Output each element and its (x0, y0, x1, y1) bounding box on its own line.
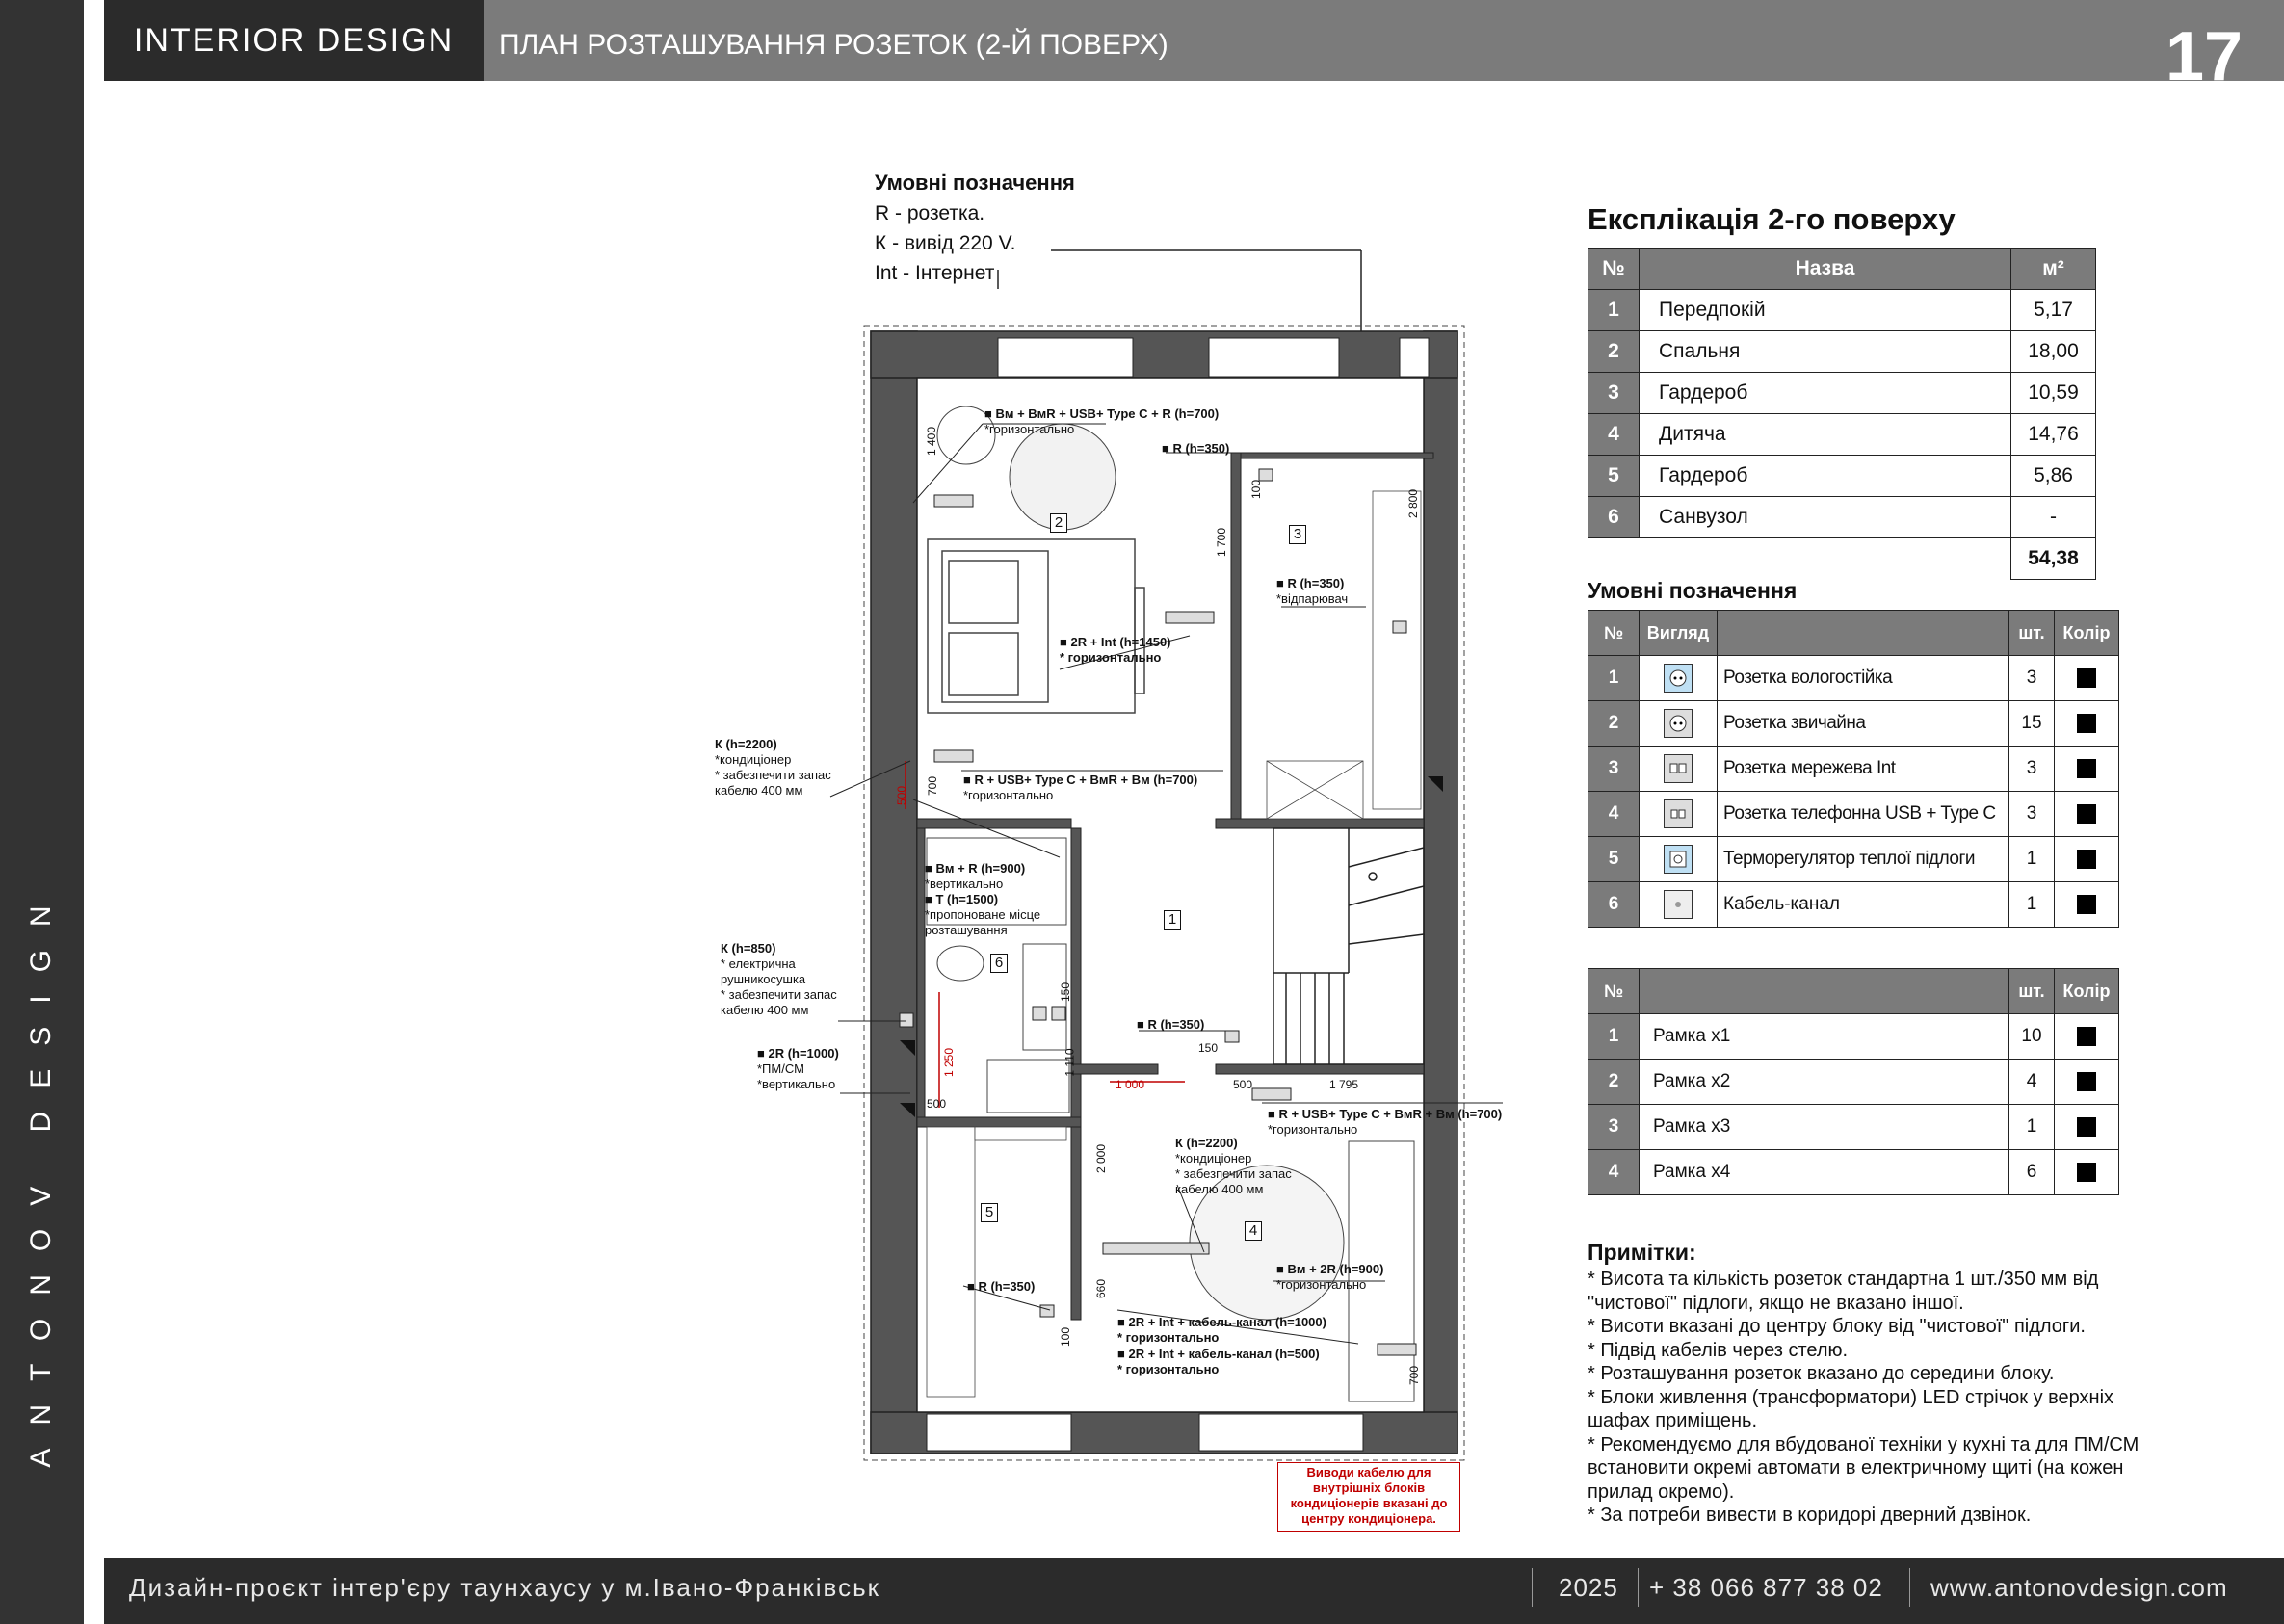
dimension: 2 000 (1094, 1143, 1109, 1174)
table-row (1588, 1150, 2119, 1195)
moisture-socket-icon (1664, 664, 1693, 693)
dimension: 700 (1407, 1365, 1422, 1386)
table-row (1588, 414, 2096, 456)
socket-label: ■ R + USB+ Type C + ВмR + Вм (h=700) (1268, 1107, 1503, 1121)
room-number: 6 (990, 954, 1008, 973)
footer-phone: + 38 066 877 38 02 (1649, 1573, 1883, 1602)
thermostat-icon (1664, 845, 1693, 874)
table-row (1588, 701, 2119, 747)
explication-table (1588, 248, 2096, 580)
dimension: 1 000 (1116, 1078, 1145, 1091)
color-swatch (2077, 1163, 2096, 1182)
socket-label-note: *горизонтально (1276, 1277, 1367, 1292)
note-line: встановити окремі автомати в електричному щиті (на кожен (1588, 1457, 2124, 1479)
row-no: 2 (1588, 1060, 1640, 1105)
room-number: 1 (1164, 910, 1181, 930)
room-number: 2 (1050, 513, 1067, 533)
table-row (1588, 656, 2119, 701)
table-row (1588, 837, 2119, 882)
table-row (1588, 1105, 2119, 1150)
table-row (1588, 456, 2096, 497)
legend-qty: 1 (2009, 837, 2055, 882)
socket-label: ■ Вм + 2R (h=900) (1276, 1262, 1384, 1276)
page-number: 17 (2166, 18, 2244, 95)
col-header: № (1588, 611, 1640, 656)
plan-legend-line: Int - Інтернет (875, 262, 995, 284)
legend-qty: 3 (2009, 792, 2055, 837)
note-line: "чистової" підлоги, якщо не вказано іншої. (1588, 1292, 1964, 1314)
socket-label-note: *ПМ/СМ (757, 1061, 804, 1076)
footer-divider (1909, 1568, 1910, 1607)
room-area: 18,00 (2011, 331, 2096, 373)
dimension: 2 800 (1406, 488, 1421, 519)
sidebar-brand: ANTONOV DESIGN (25, 882, 57, 1468)
dimension: 100 (1059, 1326, 1073, 1348)
note-line: * За потреби вивести в коридорі дверний дзвінок. (1588, 1505, 2032, 1526)
legend-name: Розетка телефонна USB + Type C (1718, 792, 2009, 837)
color-swatch (2077, 759, 2096, 778)
col-header: № (1588, 249, 1640, 290)
socket-label-note: *горизонтально (963, 788, 1054, 802)
socket-label-note: * горизонтально (1117, 1330, 1220, 1345)
col-header (1718, 611, 2009, 656)
socket-label: ■ 2R + Int (h=1450) (1060, 635, 1171, 649)
room-name: Передпокій (1640, 290, 2011, 331)
col-header: Колір (2055, 969, 2119, 1014)
frames-table (1588, 968, 2119, 1195)
legend-leaders (998, 250, 1361, 332)
row-no: 3 (1588, 1105, 1640, 1150)
room-name: Дитяча (1640, 414, 2011, 456)
row-no: 1 (1588, 656, 1640, 701)
note-line: * Рекомендуємо для вбудованої техніки у кухні та для ПМ/СМ (1588, 1433, 2140, 1455)
note-line: * Розташування розеток вказано до середини блоку. (1588, 1363, 2055, 1384)
table-row (1588, 290, 2096, 331)
row-no: 4 (1588, 1150, 1640, 1195)
col-header: № (1588, 969, 1640, 1014)
room-area: 5,86 (2011, 456, 2096, 497)
row-no: 4 (1588, 792, 1640, 837)
room-name: Гардероб (1640, 373, 2011, 414)
frame-qty: 4 (2009, 1060, 2055, 1105)
dimension: 150 (1198, 1041, 1219, 1055)
outlet-label-note: * електрична (721, 956, 796, 971)
color-swatch (2077, 804, 2096, 824)
socket-label: ■ R (h=350) (967, 1279, 1036, 1294)
socket-label: ■ 2R (h=1000) (757, 1046, 839, 1061)
socket-label: ■ R + USB+ Type C + ВмR + Вм (h=700) (963, 773, 1198, 787)
table-row (1588, 792, 2119, 837)
socket-label-note: *відпарювач (1276, 591, 1349, 606)
legend-name: Кабель-канал (1718, 882, 2009, 928)
total-row (1588, 538, 2096, 580)
footer-project: Дизайн-проєкт інтер'єру таунхаусу у м.Івано-Франківськ (129, 1573, 881, 1602)
table-row (1588, 373, 2096, 414)
dimension: 1 250 (942, 1047, 957, 1078)
dimension: 660 (1094, 1278, 1109, 1299)
notes-title: Примітки: (1588, 1240, 1696, 1265)
socket-label-note: розташування (925, 923, 1008, 937)
color-swatch (2077, 1072, 2096, 1091)
socket-label-note: *пропоноване місце (925, 907, 1041, 922)
socket-label-note: *вертикально (757, 1077, 836, 1091)
outlet-label-note: кабелю 400 мм (1175, 1182, 1264, 1196)
legend-table (1588, 610, 2119, 928)
room-name: Гардероб (1640, 456, 2011, 497)
outlet-label-note: кабелю 400 мм (715, 783, 803, 798)
socket-label-note: *вертикально (925, 877, 1004, 891)
color-swatch (2077, 668, 2096, 688)
room-area: 14,76 (2011, 414, 2096, 456)
color-swatch (2077, 895, 2096, 914)
col-header (1640, 969, 2009, 1014)
dimension: 500 (927, 1097, 947, 1111)
room-number: 4 (1245, 1221, 1262, 1241)
table-row (1588, 497, 2096, 538)
frame-qty: 10 (2009, 1014, 2055, 1060)
socket-label-note: * горизонтально (1117, 1362, 1220, 1376)
color-swatch (2077, 1027, 2096, 1046)
notes-body (1588, 1268, 2139, 1528)
frame-qty: 6 (2009, 1150, 2055, 1195)
footer-divider (1532, 1568, 1533, 1607)
dimension: 500 (1233, 1078, 1253, 1091)
room-number: 5 (981, 1203, 998, 1222)
row-no: 1 (1588, 1014, 1640, 1060)
note-line: шафах приміщень. (1588, 1410, 1757, 1431)
socket-label-note: * горизонтально (1060, 650, 1162, 665)
table-row (1588, 1014, 2119, 1060)
cable-channel-icon (1664, 890, 1693, 919)
usb-socket-icon (1664, 799, 1693, 828)
table-row (1588, 1060, 2119, 1105)
col-header: Назва (1640, 249, 2011, 290)
legend-name: Розетка мережева Int (1718, 747, 2009, 792)
note-line: * Підвід кабелів через стелю. (1588, 1339, 1849, 1361)
outlet-label: К (h=2200) (715, 737, 777, 751)
outlet-label: К (h=850) (721, 941, 776, 956)
dimension: 1 110 (1063, 1048, 1077, 1077)
room-area: - (2011, 497, 2096, 538)
legend-name: Розетка вологостійка (1718, 656, 2009, 701)
socket-label: ■ Вм + R (h=900) (925, 861, 1026, 876)
plan-legend-line: R - розетка. (875, 202, 985, 224)
frame-name: Рамка х3 (1640, 1105, 2009, 1150)
row-no: 4 (1588, 414, 1640, 456)
table-row (1588, 331, 2096, 373)
outlet-label-note: *кондиціонер (715, 752, 792, 767)
plan-legend-title: Умовні позначення (875, 170, 1075, 195)
col-header: Вигляд (1640, 611, 1718, 656)
row-no: 5 (1588, 837, 1640, 882)
outlet-label-note: *кондиціонер (1175, 1151, 1252, 1166)
note-line: * Висоти вказані до центру блоку від "чистової" підлоги. (1588, 1316, 2086, 1337)
row-no: 3 (1588, 747, 1640, 792)
socket-label: ■ Вм + ВмR + USB+ Type C + R (h=700) (984, 406, 1220, 421)
note-line: * Висота та кількість розеток стандартна 1 шт./350 мм від (1588, 1269, 2099, 1290)
outlet-label: К (h=2200) (1175, 1136, 1238, 1150)
legend-name: Терморегулятор теплої підлоги (1718, 837, 2009, 882)
dimension: 150 (1059, 982, 1073, 1003)
explication-title: Експлікація 2-го поверху (1588, 202, 1956, 236)
color-swatch (2077, 850, 2096, 869)
dimension: 1 795 (1329, 1078, 1359, 1091)
outlet-label-note: * забезпечити запас (721, 987, 837, 1002)
outlet-label-note: * забезпечити запас (1175, 1166, 1292, 1181)
color-swatch (2077, 1117, 2096, 1137)
legend-qty: 3 (2009, 656, 2055, 701)
row-no: 3 (1588, 373, 1640, 414)
note-line: * Блоки живлення (трансформатори) LED стрічок у верхніх (1588, 1386, 2114, 1408)
note-line: прилад окремо). (1588, 1480, 1735, 1503)
socket-label: ■ Т (h=1500) (925, 892, 999, 906)
total-area: 54,38 (2011, 538, 2096, 580)
col-header: шт. (2009, 611, 2055, 656)
col-header: Колір (2055, 611, 2119, 656)
outlet-label-note: кабелю 400 мм (721, 1003, 809, 1017)
socket-label: ■ 2R + Int + кабель-канал (h=500) (1117, 1347, 1320, 1361)
legend-qty: 15 (2009, 701, 2055, 747)
legend-qty: 1 (2009, 882, 2055, 928)
room-name: Спальня (1640, 331, 2011, 373)
row-no: 2 (1588, 701, 1640, 747)
header-section: INTERIOR DESIGN (104, 0, 484, 81)
socket-label: ■ R (h=350) (1162, 441, 1230, 456)
socket-label-note: *горизонтально (1268, 1122, 1358, 1137)
row-no: 1 (1588, 290, 1640, 331)
table-row (1588, 882, 2119, 928)
footer-year: 2025 (1559, 1573, 1618, 1602)
socket-label: ■ R (h=350) (1276, 576, 1345, 590)
frame-name: Рамка х1 (1640, 1014, 2009, 1060)
dimension: 700 (926, 775, 940, 797)
frame-qty: 1 (2009, 1105, 2055, 1150)
col-header: шт. (2009, 969, 2055, 1014)
plan-legend-line: К - вивід 220 V. (875, 232, 1016, 254)
col-header: м² (2011, 249, 2096, 290)
dimension: 500 (895, 785, 909, 806)
frame-name: Рамка х4 (1640, 1150, 2009, 1195)
legend-title: Умовні позначення (1588, 578, 1798, 603)
color-swatch (2077, 714, 2096, 733)
legend-qty: 3 (2009, 747, 2055, 792)
network-socket-icon (1664, 754, 1693, 783)
dimension: 1 700 (1215, 527, 1229, 558)
room-number: 3 (1289, 525, 1306, 544)
ac-note: Виводи кабелю для внутрішніх блоків кондиціонерів вказані до центру кондиціонера. (1277, 1462, 1460, 1532)
row-no: 6 (1588, 497, 1640, 538)
room-name: Санвузол (1640, 497, 2011, 538)
frame-name: Рамка х2 (1640, 1060, 2009, 1105)
row-no: 5 (1588, 456, 1640, 497)
legend-name: Розетка звичайна (1718, 701, 2009, 747)
room-area: 10,59 (2011, 373, 2096, 414)
row-no: 6 (1588, 882, 1640, 928)
table-row (1588, 747, 2119, 792)
page-title: ПЛАН РОЗТАШУВАННЯ РОЗЕТОК (2-Й ПОВЕРХ) (499, 29, 1168, 61)
socket-icon (1664, 709, 1693, 738)
socket-label: ■ 2R + Int + кабель-канал (h=1000) (1117, 1315, 1326, 1329)
outlet-label-note: рушникосушка (721, 972, 806, 986)
footer-divider (1638, 1568, 1639, 1607)
socket-label-note: *горизонтально (984, 422, 1075, 436)
footer-website-link[interactable]: www.antonovdesign.com (1930, 1573, 2228, 1602)
outlet-label-note: * забезпечити запас (715, 768, 831, 782)
room-area: 5,17 (2011, 290, 2096, 331)
dimension: 1 400 (925, 426, 939, 457)
row-no: 2 (1588, 331, 1640, 373)
socket-label: ■ R (h=350) (1137, 1017, 1205, 1032)
dimension: 100 (1249, 479, 1264, 500)
